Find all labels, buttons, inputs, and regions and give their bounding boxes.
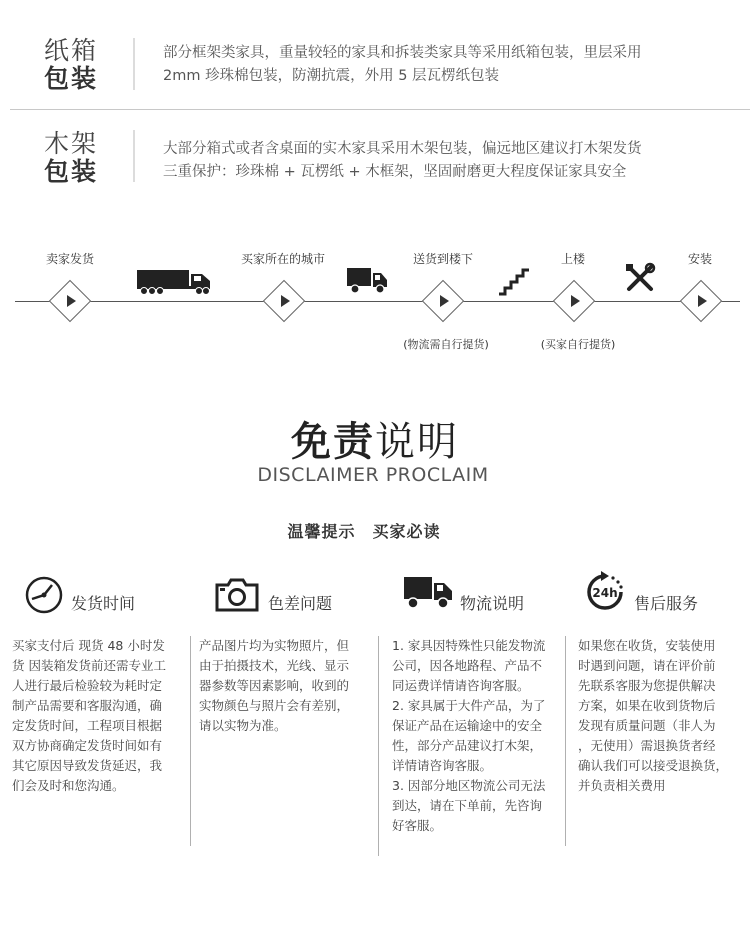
column-text-color-difference [199,636,371,736]
text-line: 好客服。 [392,818,443,833]
wood-packaging-title [44,130,98,186]
text-line: 时遇到问题，请在评价前 [578,658,716,673]
text-line: 请以实物为准。 [199,718,287,733]
carton-text-line: 部分框架类家具，重量较轻的家具和拆装类家具等采用纸箱包装，里层采用 [163,45,642,61]
wood-text-line: 大部分箱式或者含桌面的实木家具采用木架包装，偏远地区建议打木架发货 [163,141,642,157]
carton-text-line: 2mm 珍珠棉包装，防潮抗震，外用 5 层瓦楞纸包装 [163,68,500,84]
truck-icon [403,574,453,610]
play-icon [281,295,290,307]
carton-title-line2: 包装 [44,64,99,93]
text-line: 人进行最后检验较为耗时定 [12,678,163,693]
carton-packaging-title [44,37,98,93]
text-line: 其它原因导致发货延迟，我 [12,758,163,773]
text-line: ，无使用）需退换货者经 [578,738,716,753]
disclaimer-title [291,410,459,467]
disclaimer-subtitle: DISCLAIMER PROCLAIM [257,464,489,486]
text-line: 买家支付后 现货 48 小时发 [12,638,165,653]
text-line: 1. 家具因特殊性只能发物流 [392,638,546,653]
column-text-logistics [392,636,562,836]
flow-line [15,301,740,302]
text-line: 发现有质量问题（非人为 [578,718,716,733]
step-install: 安装 [687,252,713,266]
step-seller-ships: 卖家发货 [45,252,95,266]
wood-title-line2: 包装 [44,157,99,186]
24h-service-icon [583,570,627,614]
flow-node [423,281,463,321]
flow-node [50,281,90,321]
text-line: 定发货时间，工程项目根据 [12,718,163,733]
carton-title-line1: 纸箱 [44,36,99,65]
text-line: 产品图片均为实物照片，但 [199,638,350,653]
text-line: 们会及时和您沟通。 [12,778,125,793]
play-icon [698,295,707,307]
24h-label: 24h [592,586,618,600]
step-upstairs: 上楼 [560,252,586,266]
stairs-icon [497,268,531,296]
text-line: 公司，因各地路程、产品不 [392,658,543,673]
text-line: 3. 因部分地区物流公司无法 [392,778,546,793]
step-buyer-city: 买家所在的城市 [240,252,326,266]
column-divider [378,636,379,856]
text-line: 确认我们可以接受退换货， [578,758,729,773]
text-line: 同运费详情请咨询客服。 [392,678,530,693]
column-title-after-sales: 售后服务 [634,594,699,613]
wood-packaging-text [163,138,743,184]
truck-large-icon [136,268,212,296]
flow-node [681,281,721,321]
column-title-logistics: 物流说明 [460,594,525,613]
wood-title-line1: 木架 [44,129,99,158]
section-separator [10,109,750,110]
text-line: 并负责相关费用 [578,778,666,793]
notice-text: 温馨提示 买家必读 [287,522,441,541]
text-line: 详情请咨询客服。 [392,758,493,773]
column-text-shipping-time [12,636,184,796]
column-title-color-difference: 色差问题 [268,594,333,613]
clock-icon [24,575,64,615]
flow-node [264,281,304,321]
text-line: 货 因装箱发货前还需专业工 [12,658,166,673]
text-line: 方案，如果在收到货物后 [578,698,716,713]
column-title-shipping-time: 发货时间 [71,594,136,613]
truck-small-icon [346,266,388,296]
play-icon [67,295,76,307]
text-line: 2. 家具属于大件产品，为了 [392,698,546,713]
wood-text-line: 三重保护：珍珠棉 + 瓦楞纸 + 木框架，坚固耐磨更大程度保证家具安全 [163,164,627,180]
play-icon [571,295,580,307]
column-divider [190,636,191,846]
carton-divider [133,38,135,90]
column-text-after-sales [578,636,746,796]
note-logistics-pickup: (物流需自行提货) [403,338,489,351]
text-line: 器参数等因素影响，收到的 [199,678,350,693]
text-line: 制产品需要和客服沟通，确 [12,698,163,713]
text-line: 双方协商确定发货时间如有 [12,738,163,753]
flow-node [554,281,594,321]
disclaimer-title-light: 说明 [375,419,459,465]
text-line: 先联系客服为您提供解决 [578,678,716,693]
text-line: 如果您在收货，安装使用 [578,638,716,653]
disclaimer-title-bold: 免责 [291,419,375,465]
play-icon [440,295,449,307]
column-divider [565,636,566,846]
text-line: 到达，请在下单前，先咨询 [392,798,543,813]
camera-icon [214,578,260,612]
carton-packaging-text [163,42,743,88]
note-buyer-pickup: (买家自行提货) [540,338,616,351]
text-line: 实物颜色与照片会有差别， [199,698,350,713]
text-line: 保证产品在运输途中的安全 [392,718,543,733]
text-line: 性，部分产品建议打木架， [392,738,543,753]
wood-divider [133,130,135,182]
step-deliver-downstairs: 送货到楼下 [412,252,474,266]
text-line: 由于拍摄技术，光线、显示 [199,658,350,673]
tools-icon [624,262,656,294]
